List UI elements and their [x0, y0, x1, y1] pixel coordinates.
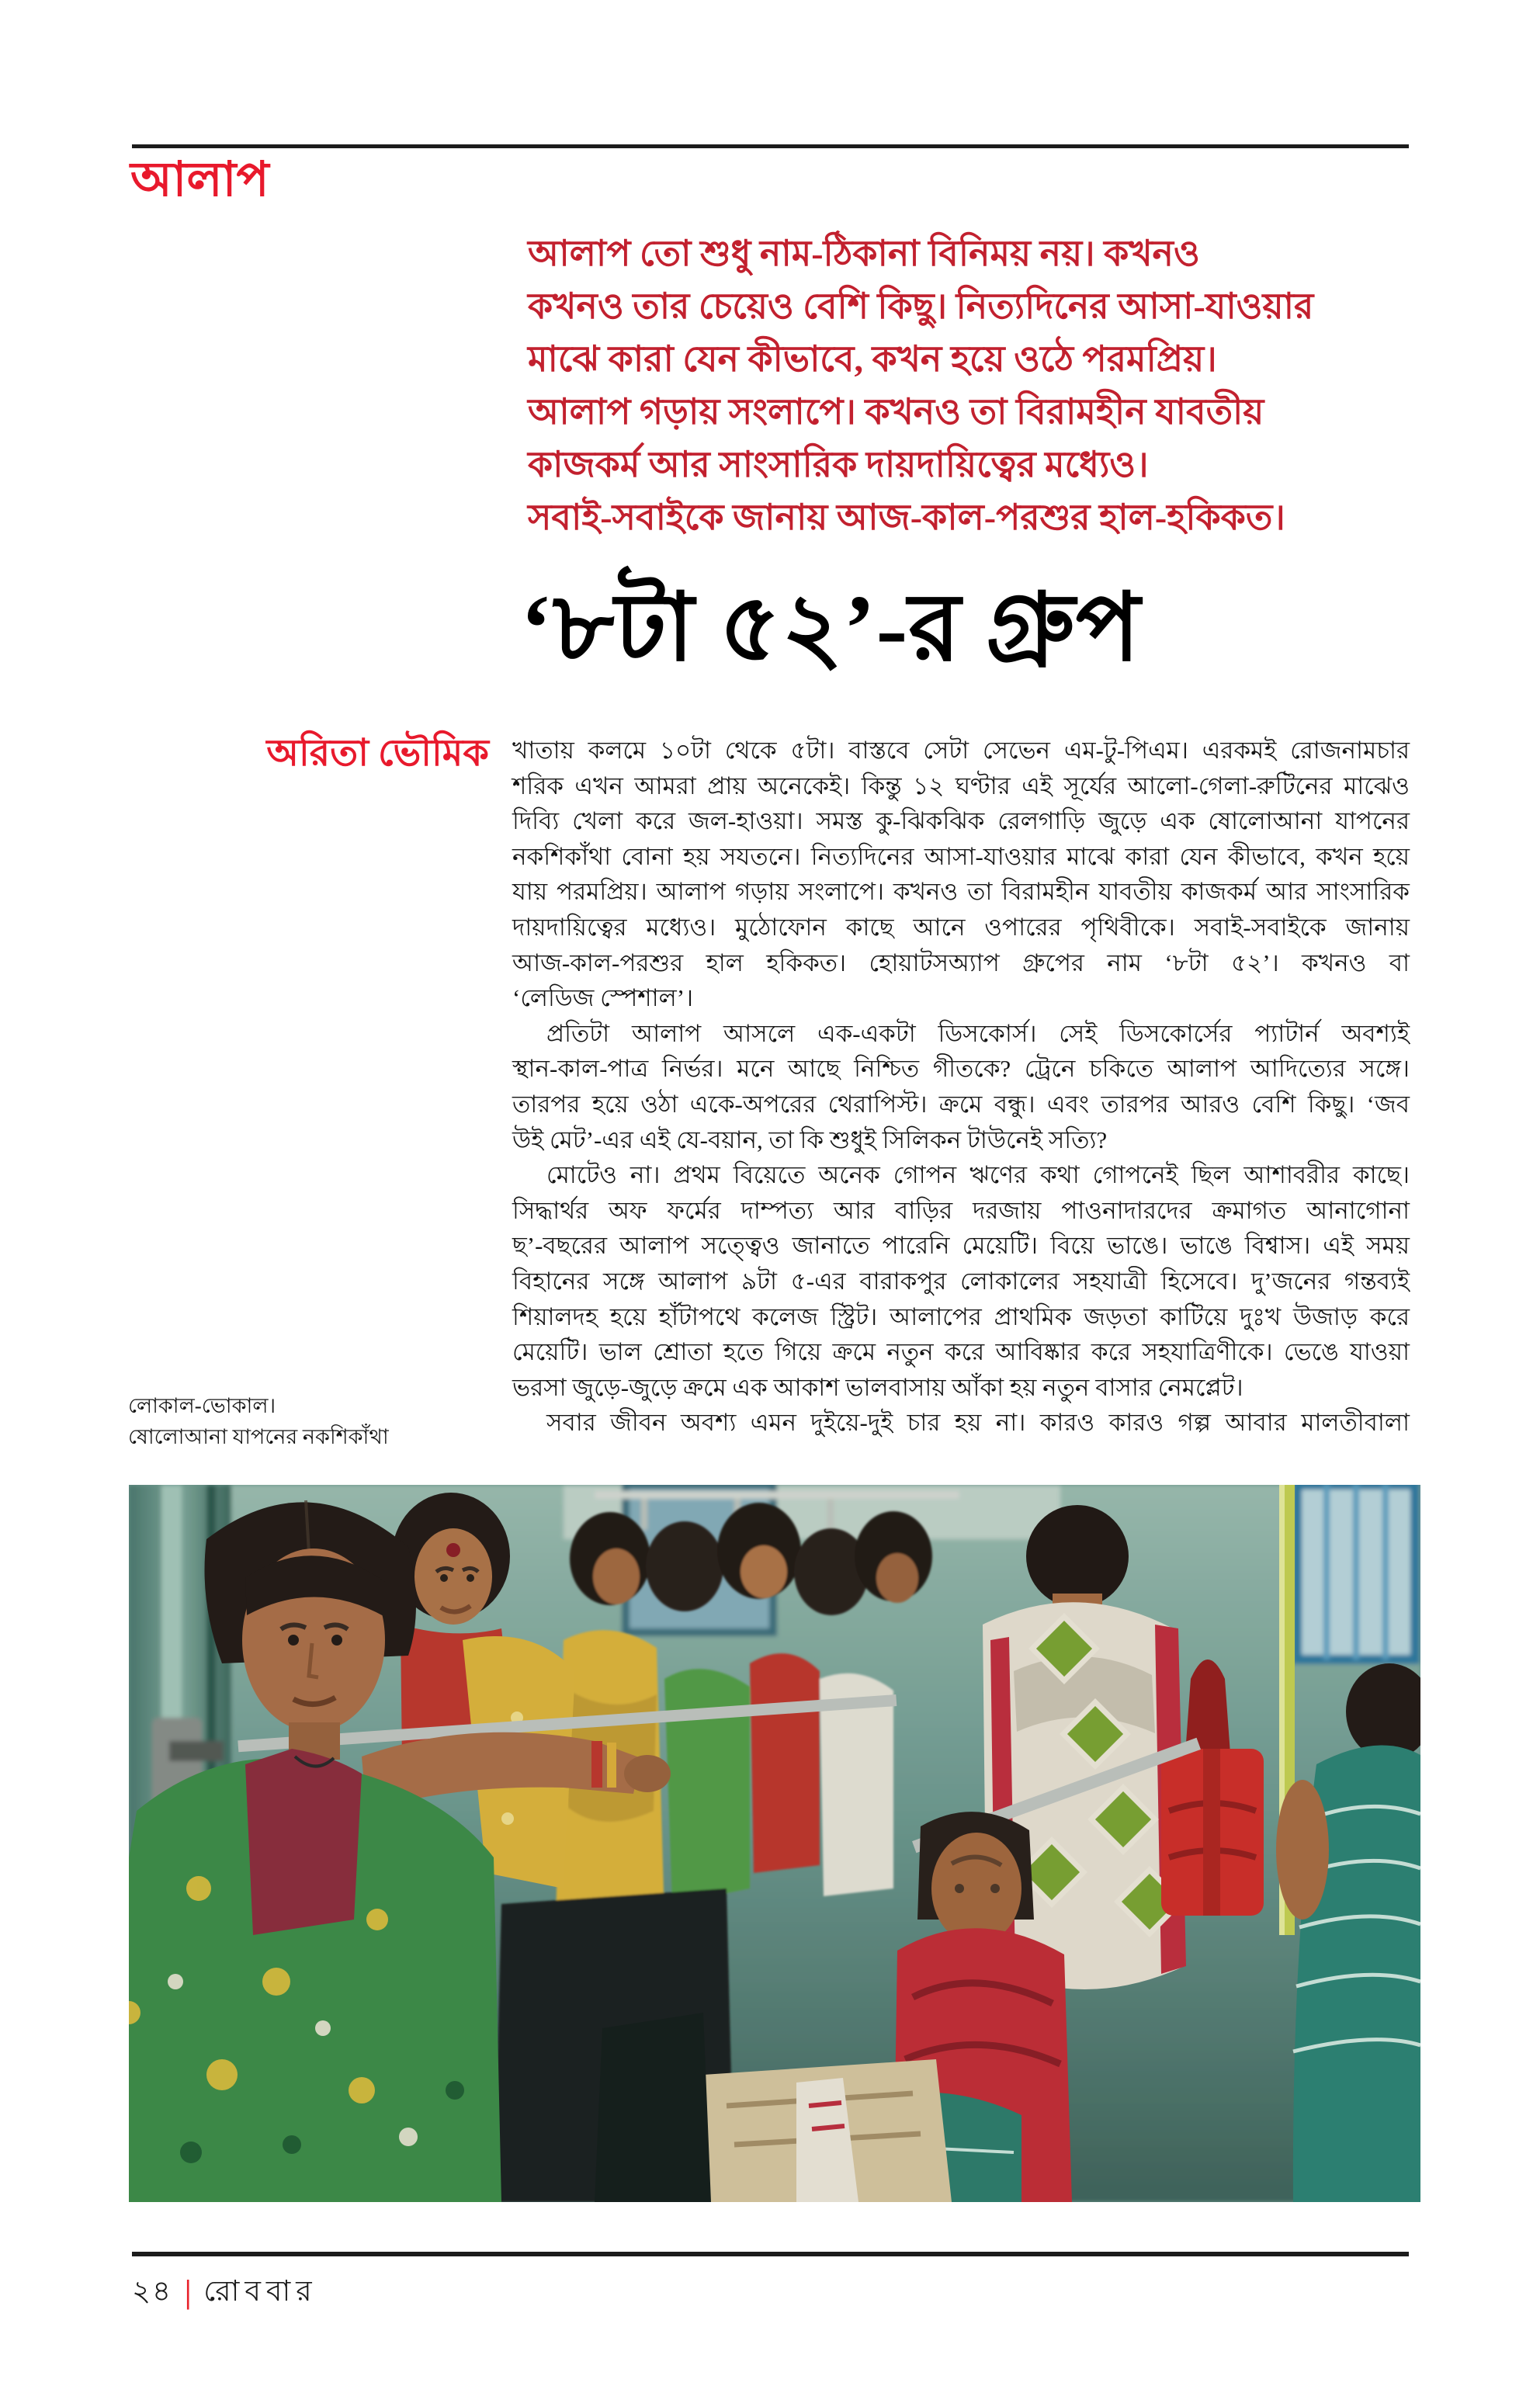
top-rule [132, 144, 1409, 148]
standfirst-line: মাঝে কারা যেন কীভাবে, কখন হয়ে ওঠে পরমপ্রিয়। [528, 339, 1217, 379]
body-line: দিব্যি খেলা করে জল-হাওয়া। সমস্ত কু-ঝিকঝিক রেলগাড়ি জুড়ে এক ষোলোআনা যাপনের [512, 807, 1410, 835]
body-line: প্রতিটা আলাপ আসলে এক-একটা ডিসকোর্স। সেই ডিসকোর্সের প্যাটার্ন অবশ্যই [546, 1019, 1410, 1047]
section-label: আলাপ [130, 154, 269, 206]
photo-vignette [129, 1485, 1420, 2202]
body-line: ভরসা জুড়ে-জুড়ে ক্রমে এক আকাশ ভালবাসায় আঁকা হয় নতুন বাসার নেমপ্লেট। [512, 1373, 1243, 1401]
body-line: স্থান-কাল-পাত্র নির্ভর। মনে আছে নিশ্চিত গীতকে? ট্রেনে চকিতে আলাপ আদিত্যের সঙ্গে। [512, 1055, 1410, 1083]
body-line: ‘লেডিজ স্পেশাল’। [512, 984, 694, 1012]
standfirst-line: আলাপ তো শুধু নাম-ঠিকানা বিনিময় নয়। কখনও [528, 234, 1200, 273]
body-line: তারপর হয়ে ওঠা একে-অপরের থেরাপিস্ট। ক্রমে বন্ধু। এবং তারপর আরও বেশি কিছু। ‘জব [512, 1090, 1410, 1118]
body-line: শিয়ালদহ হয়ে হাঁটাপথে কলেজ স্ট্রিট। আলাপের প্রাথমিক জড়তা কাটিয়ে দুঃখ উজাড় করে [512, 1302, 1410, 1330]
standfirst-line: কাজকর্ম আর সাংসারিক দায়দায়িত্বের মধ্যেও। [528, 445, 1149, 484]
body-line: যায় পরমপ্রিয়। আলাপ গড়ায় সংলাপে। কখনও তা বিরামহীন যাবতীয় কাজকর্ম আর সাংসারিক [512, 878, 1410, 906]
footer-separator: | [185, 2273, 192, 2311]
body-line: বিহানের সঙ্গে আলাপ ৯টা ৫-এর বারাকপুর লোকালের সহযাত্রী হিসেবে। দু’জনের গন্তব্যই [512, 1267, 1410, 1295]
photo-illustration [129, 1485, 1420, 2202]
body-line: মেয়েটি। ভাল শ্রোতা হতে গিয়ে ক্রমে নতুন করে আবিষ্কার করে সহযাত্রিণীকে। ভেঙে যাওয়া [512, 1338, 1410, 1366]
body-line: মোটেও না। প্রথম বিয়েতে অনেক গোপন ঋণের কথা গোপনেই ছিল আশাবরীর কাছে। [546, 1161, 1410, 1189]
photo-caption-line: ষোলোআনা যাপনের নকশিকাঁথা [128, 1425, 389, 1448]
body-line: দায়দায়িত্বের মধ্যেও। মুঠোফোন কাছে আনে ওপারের পৃথিবীকে। সবাই-সবাইকে জানায় [512, 913, 1410, 941]
body-line: সিদ্ধার্থর অফ ফর্মের দাম্পত্য আর বাড়ির দরজায় পাওনাদারদের ক্রমাগত আনাগোনা [512, 1196, 1410, 1224]
body-line: ছ’-বছরের আলাপ সত্ত্বেও জানাতে পারেনি মেয়েটি। বিয়ে ভাঙে। ভাঙে বিশ্বাস। এই সময় [512, 1232, 1410, 1260]
standfirst-line: সবাই-সবাইকে জানায় আজ-কাল-পরশুর হাল-হকিকত। [528, 498, 1285, 537]
byline: অরিতা ভৌমিক [266, 733, 489, 774]
standfirst-line: কখনও তার চেয়েও বেশি কিছু। নিত্যদিনের আসা-যাওয়ার [528, 286, 1314, 326]
photo-caption-line: লোকাল-ভোকাল। [128, 1394, 276, 1417]
body-line: নকশিকাঁথা বোনা হয় সযতনে। নিত্যদিনের আসা-যাওয়ার মাঝে কারা যেন কীভাবে, কখন হয়ে [512, 842, 1410, 870]
photo-local-train [129, 1485, 1420, 2202]
headline: ‘৮টা ৫২’-র গ্রুপ [520, 576, 1141, 681]
body-line: উই মেট’-এর এই যে-বয়ান, তা কি শুধুই সিলিকন টাউনেই সত্যি? [512, 1125, 1108, 1153]
standfirst-line: আলাপ গড়ায় সংলাপে। কখনও তা বিরামহীন যাবতীয় [528, 392, 1264, 432]
bottom-rule [132, 2252, 1409, 2256]
publication-name: রোববার [203, 2276, 317, 2308]
body-line: সবার জীবন অবশ্য এমন দুইয়ে-দুই চার হয় না। কারও কারও গল্প আবার মালতীবালা [546, 1409, 1410, 1437]
body-line: আজ-কাল-পরশুর হাল হকিকত। হোয়াটসঅ্যাপ গ্রুপের নাম ‘৮টা ৫২’। কখনও বা [512, 949, 1410, 976]
standfirst [528, 227, 1413, 544]
body-line: শরিক এখন আমরা প্রায় অনেকেই। কিন্তু ১২ ঘণ্টার এই সূর্যের আলো-গেলা-রুটিনের মাঝেও [512, 772, 1410, 799]
photo-caption [128, 1390, 508, 1452]
page-footer [132, 2268, 831, 2317]
article-body [512, 733, 1410, 1441]
body-line: খাতায় কলমে ১০টা থেকে ৫টা। বাস্তবে সেটা সেভেন এম-টু-পিএম। এরকমই রোজনামচার [512, 737, 1410, 764]
page-number: ২৪ [132, 2276, 173, 2308]
